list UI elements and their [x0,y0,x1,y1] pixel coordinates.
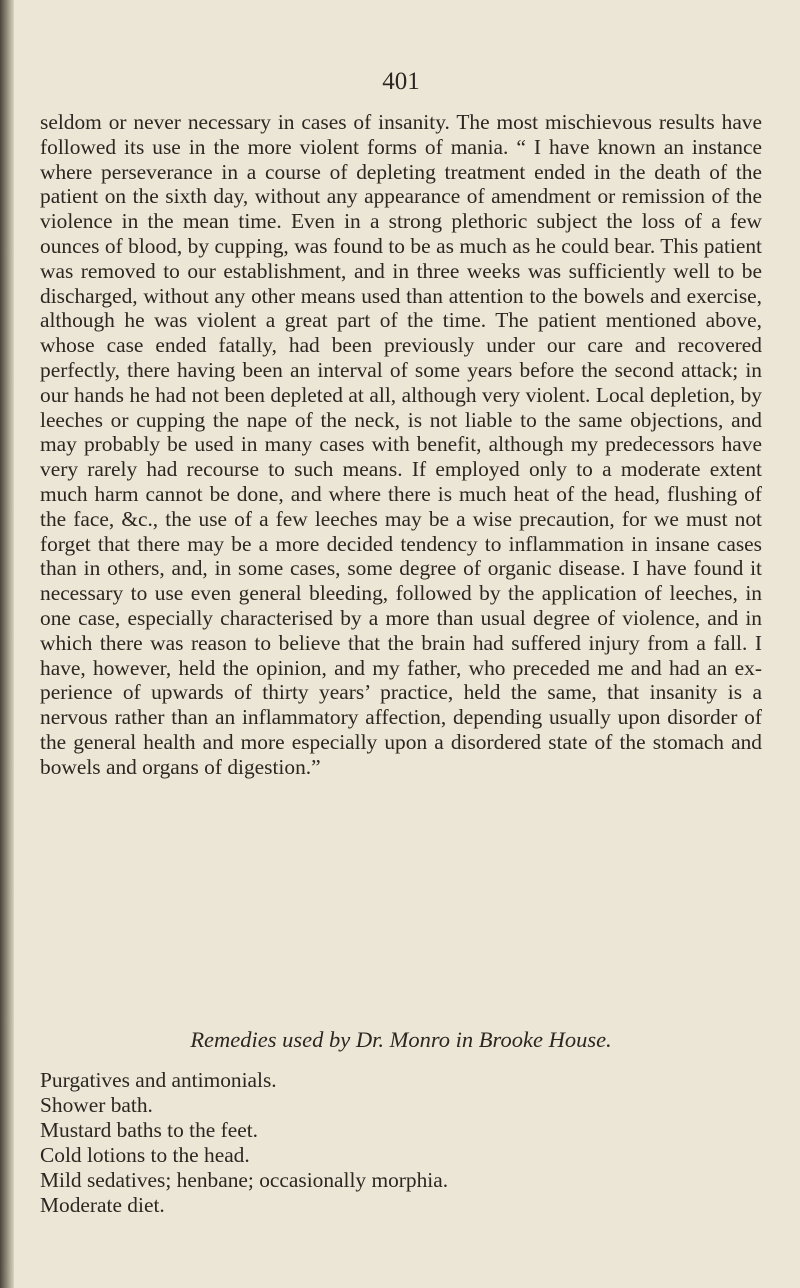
remedy-item: Purgatives and antimonials. [40,1068,277,1092]
remedy-item: Mild sedatives; henbane; occasionally morphia. [40,1168,449,1192]
page-number: 401 [382,68,420,95]
remedy-item: Moderate diet. [40,1193,165,1217]
remedy-item: Shower bath. [40,1093,153,1117]
section-heading: Remedies used by Dr. Monro in Brooke House. [190,1027,612,1052]
book-page [40,0,762,1288]
remedy-item: Cold lotions to the head. [40,1143,250,1167]
remedy-item: Mustard baths to the feet. [40,1118,259,1142]
page-binding-edge [0,0,14,1288]
body-paragraph: seldom or never necessary in cases of insanity. The most mischievous results have followed its use in the more violent forms of mania. “ I have known an instance where perseverance in a course of depleting treatment ended in the death of the patient on the sixth day, without any appearance of amendment or remission of the violence in the mean time. Even in a strong plethoric subject the loss of a few ounces of blood, by cupping, was found to be as much as he could bear. This patient was removed to our establishment, and in three weeks was sufficiently well to be discharged, without any other means used than attention to the bowels and exercise, although he was violent a great part of the time. The patient mentioned above, whose case ended fatally, had been previously under our care and recovered perfectly, there having been an interval of some years before the second attack; in our hands he had not been depleted at all, although very violent. Local depletion, by leeches or cupping the nape of the neck, is not liable to the same objections, and may probably be used in many cases with benefit, although my predecessors have very rarely had recourse to such means. If employed only to a moderate extent much harm cannot be done, and where there is much heat of the head, flushing of the face, &c., the use of a few leeches may be a wise precaution, for we must not forget that there may be a more decided tendency to inflammation in insane cases than in others, and, in some cases, some degree of organic disease. I have found it necessary to use even general bleeding, followed by the application of leeches, in one case, especially characterised by a more than usual degree of violence, and in which there was reason to believe that the brain had suffered injury from a fall. I have, however, held the opinion, and my father, who preceded me and had an experience of upwards of thirty years’ practice, held the same, that insanity is a nervous rather than an inflammatory affection, depending usually upon disorder of the general health and more especially upon a disordered state of the stomach and bowels and organs of digestion.” [40,110,762,779]
remedy-list [40,1068,448,1218]
